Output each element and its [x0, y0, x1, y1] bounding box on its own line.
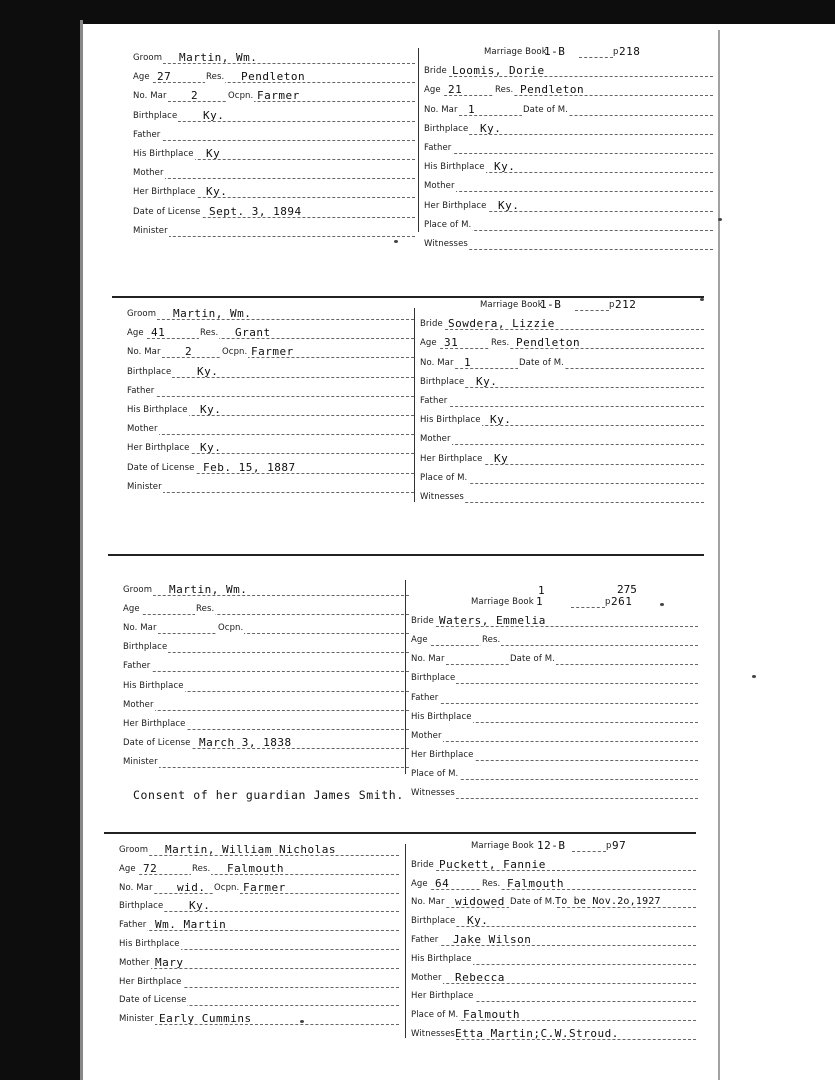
- groom-mother-row: [127, 421, 414, 437]
- field-value: Pendleton: [241, 70, 306, 84]
- field-label: Age: [411, 632, 429, 648]
- field-label: Her Birthplace: [411, 747, 475, 763]
- field-label: Groom: [123, 582, 153, 598]
- field-value: Ky.: [200, 403, 222, 416]
- bride-name-row: [420, 316, 704, 332]
- fill-line: [123, 595, 409, 596]
- field-value: Falmouth: [507, 876, 564, 890]
- field-label: Her Birthplace: [119, 974, 183, 990]
- page-number-alt: 275: [617, 583, 637, 596]
- groom-age-row: [123, 601, 409, 617]
- scan-speck: [700, 298, 704, 301]
- groom-birthplace-row: [123, 639, 409, 655]
- groom-minister-row: [133, 223, 415, 239]
- field-label: Place of M.: [420, 470, 468, 486]
- field-label: Minister: [119, 1011, 155, 1027]
- field-label: Age: [123, 601, 141, 617]
- fill-line: [133, 140, 415, 141]
- field-label: No. Mar: [133, 88, 168, 104]
- field-label: His Birthplace: [123, 678, 185, 694]
- field-value: 72: [143, 861, 158, 875]
- field-label: Mother: [123, 697, 155, 713]
- fill-line: [123, 633, 409, 634]
- field-value: Martin, William Nicholas: [165, 843, 336, 856]
- book-number: 12-B: [537, 839, 566, 852]
- fill-line: [411, 645, 698, 646]
- fill-line: [123, 767, 409, 768]
- field-label: Father: [119, 917, 147, 933]
- page-edge: [80, 20, 83, 1080]
- field-value: wid.: [177, 880, 206, 894]
- scan-border-top: [0, 0, 835, 24]
- groom-his-birthplace-row: [123, 678, 409, 694]
- card-divider: [414, 308, 415, 502]
- marriage-record-card: [104, 826, 696, 1066]
- field-label: Res.: [205, 69, 225, 85]
- groom-her-birthplace-row: [119, 974, 399, 990]
- field-label: Date of License: [133, 204, 201, 220]
- groom-mother-row: [119, 955, 399, 971]
- bride-her-birthplace-row: [411, 747, 698, 763]
- fill-line: [127, 492, 414, 493]
- field-label: Her Birthplace: [127, 440, 191, 456]
- groom-his-birthplace-row: [119, 936, 399, 952]
- field-label: Res.: [481, 632, 501, 648]
- bride-name-row: [411, 857, 696, 873]
- field-value: widowed: [455, 895, 505, 909]
- groom-father-row: [133, 127, 415, 143]
- bride-age-row: [411, 632, 698, 648]
- field-value: 21: [448, 83, 463, 97]
- groom-minister-row: [119, 1011, 399, 1027]
- marriage-book-row: [471, 583, 698, 610]
- fill-line: [411, 703, 698, 704]
- field-value: Falmouth: [227, 861, 284, 875]
- groom-his-birthplace-row: [133, 146, 415, 162]
- field-value: March 3, 1838: [199, 735, 292, 749]
- groom-her-birthplace-row: [127, 440, 414, 456]
- field-label: Ocpn.: [227, 88, 254, 104]
- field-label: Groom: [127, 306, 157, 322]
- field-label: Her Birthplace: [123, 716, 187, 732]
- field-value: Ky.: [197, 364, 219, 378]
- scan-speck: [718, 218, 722, 221]
- field-label: His Birthplace: [411, 709, 473, 725]
- bride-name-row: [424, 63, 713, 79]
- card-divider: [405, 844, 406, 1038]
- bride-birthplace-row: [420, 374, 704, 390]
- bride-place-of-m-row: [420, 470, 704, 486]
- field-label: p: [605, 597, 611, 607]
- groom-her-birthplace-row: [123, 716, 409, 732]
- book-number: 1-B: [544, 45, 566, 58]
- field-label: No. Mar: [127, 344, 162, 360]
- field-label: Bride: [411, 613, 435, 629]
- marriage-book-row: [484, 44, 713, 60]
- bride-father-row: [424, 140, 713, 156]
- field-value: Farmer: [243, 880, 286, 894]
- field-value: 27: [157, 70, 172, 84]
- field-value: Jake Wilson: [453, 933, 532, 946]
- page-number: 261: [611, 595, 633, 608]
- scan-speck: [300, 1020, 304, 1023]
- field-value: Loomis, Dorie: [452, 64, 545, 78]
- groom-his-birthplace-row: [127, 402, 414, 418]
- marriage-book-row: [480, 297, 704, 313]
- field-label: Place of M.: [424, 217, 472, 233]
- card-divider: [418, 48, 419, 232]
- bride-father-row: [420, 393, 704, 409]
- fill-line: [424, 191, 713, 192]
- field-label: Her Birthplace: [133, 184, 197, 200]
- card-top-rule: [104, 832, 696, 834]
- bride-age-row: [420, 335, 704, 351]
- fill-line: [127, 319, 414, 320]
- bride-no-mar-row: [411, 651, 698, 667]
- field-label: Date of M.: [522, 102, 569, 118]
- field-label: Age: [411, 876, 429, 892]
- field-value: Ky.: [480, 121, 502, 135]
- field-label: Marriage Book: [471, 597, 534, 607]
- scan-speck: [660, 603, 664, 606]
- field-label: Age: [119, 861, 137, 877]
- bride-no-mar-row: [411, 894, 696, 910]
- bride-his-birthplace-row: [411, 709, 698, 725]
- field-label: His Birthplace: [127, 402, 189, 418]
- field-label: Birthplace: [127, 364, 172, 380]
- field-label: Witnesses: [411, 1026, 456, 1042]
- field-label: Mother: [133, 165, 165, 181]
- groom-date-of-license-row: [123, 735, 409, 751]
- bride-place-of-m-row: [424, 217, 713, 233]
- groom-age-row: [119, 861, 399, 877]
- field-value: Ky.: [200, 441, 222, 455]
- field-label: Marriage Book: [471, 841, 534, 851]
- bride-birthplace-row: [424, 121, 713, 137]
- field-label: Witnesses: [420, 489, 465, 505]
- field-label: Her Birthplace: [420, 451, 484, 467]
- book-number: 1: [536, 595, 544, 608]
- bride-witnesses-row: [411, 785, 698, 801]
- field-value: Mary: [155, 955, 184, 969]
- field-label: Birthplace: [133, 108, 178, 124]
- field-label: Mother: [119, 955, 151, 971]
- marriage-record-card: [112, 292, 704, 532]
- field-label: Mother: [411, 728, 443, 744]
- field-label: Age: [424, 82, 442, 98]
- field-value: Martin, Wm.: [179, 51, 258, 64]
- fill-line: [133, 236, 415, 237]
- field-value: Ky.: [203, 108, 225, 122]
- field-label: Mother: [411, 970, 443, 986]
- field-label: Minister: [123, 754, 159, 770]
- field-label: Place of M.: [411, 1007, 459, 1023]
- bride-no-mar-row: [424, 102, 713, 118]
- groom-birthplace-row: [127, 364, 414, 380]
- bride-mother-row: [411, 970, 696, 986]
- field-label: Birthplace: [420, 374, 465, 390]
- field-label: Groom: [133, 50, 163, 66]
- fill-line: [575, 310, 609, 311]
- field-label: Marriage Book: [480, 300, 543, 310]
- groom-age-row: [133, 69, 415, 85]
- field-label: Bride: [420, 316, 444, 332]
- field-label: His Birthplace: [424, 159, 486, 175]
- groom-age-row: [127, 325, 414, 341]
- groom-birthplace-row: [119, 898, 399, 914]
- field-label: Father: [127, 383, 155, 399]
- field-label: His Birthplace: [411, 951, 473, 967]
- fill-line: [127, 434, 414, 435]
- bride-her-birthplace-row: [424, 198, 713, 214]
- card-edge-line: [718, 30, 720, 1080]
- field-label: Father: [411, 690, 439, 706]
- field-value: Wm. Martin: [155, 918, 227, 932]
- field-value: Ky: [206, 147, 221, 160]
- field-label: Birthplace: [411, 670, 456, 686]
- fill-line: [123, 671, 409, 672]
- fill-line: [123, 710, 409, 711]
- field-label: Date of License: [123, 735, 191, 751]
- bride-age-row: [411, 876, 696, 892]
- field-label: Bride: [411, 857, 435, 873]
- field-label: No. Mar: [123, 620, 158, 636]
- groom-father-row: [127, 383, 414, 399]
- bride-mother-row: [424, 178, 713, 194]
- field-label: No. Mar: [411, 894, 446, 910]
- field-value: Waters, Emmelia: [439, 614, 546, 628]
- groom-name-row: [119, 842, 399, 858]
- fill-line: [133, 63, 415, 64]
- bride-mother-row: [411, 728, 698, 744]
- card-top-rule: [108, 554, 704, 556]
- field-label: No. Mar: [411, 651, 446, 667]
- field-value: Ky.: [490, 413, 512, 427]
- scan-speck: [394, 240, 398, 243]
- field-value: 31: [444, 336, 459, 350]
- field-label: Birthplace: [424, 121, 469, 137]
- groom-no-mar-row: [119, 880, 399, 896]
- bride-mother-row: [420, 431, 704, 447]
- field-label: Groom: [119, 842, 149, 858]
- field-label: Minister: [127, 479, 163, 495]
- field-value: Sowdera, Lizzie: [448, 317, 555, 331]
- field-label: Mother: [127, 421, 159, 437]
- groom-mother-row: [133, 165, 415, 181]
- field-label: Res.: [494, 82, 514, 98]
- field-label: Ocpn.: [217, 620, 244, 636]
- field-label: Res.: [195, 601, 215, 617]
- field-label: Mother: [420, 431, 452, 447]
- field-label: Date of License: [127, 460, 195, 476]
- groom-no-mar-row: [133, 88, 415, 104]
- bride-witnesses-row: [424, 236, 713, 252]
- marriage-record-card: [108, 548, 704, 802]
- bride-place-of-m-row: [411, 766, 698, 782]
- fill-line: [411, 741, 698, 742]
- field-value: Farmer: [257, 89, 300, 103]
- field-label: Place of M.: [411, 766, 459, 782]
- field-label: Date of M.: [518, 355, 565, 371]
- field-label: His Birthplace: [133, 146, 195, 162]
- scan-speck: [752, 675, 756, 678]
- page-number: 218: [619, 45, 641, 58]
- field-label: Witnesses: [424, 236, 469, 252]
- groom-mother-row: [123, 697, 409, 713]
- field-label: Birthplace: [123, 639, 168, 655]
- book-number-alt: 1: [538, 584, 545, 597]
- field-label: Ocpn.: [221, 344, 248, 360]
- bride-his-birthplace-row: [411, 951, 696, 967]
- groom-name-row: [123, 582, 409, 598]
- field-label: p: [609, 300, 615, 310]
- field-value: Sept. 3, 1894: [209, 204, 302, 218]
- groom-no-mar-row: [123, 620, 409, 636]
- field-label: Father: [123, 658, 151, 674]
- fill-line: [572, 851, 606, 852]
- field-value: 1: [468, 102, 476, 116]
- field-label: Res.: [191, 861, 211, 877]
- field-value: Martin, Wm.: [169, 583, 248, 596]
- groom-date-of-license-row: [127, 460, 414, 476]
- field-value: Pendleton: [516, 336, 581, 350]
- field-label: Marriage Book: [484, 47, 547, 57]
- field-label: No. Mar: [424, 102, 459, 118]
- field-label: Age: [127, 325, 145, 341]
- fill-line: [579, 57, 613, 58]
- field-label: Res.: [481, 876, 501, 892]
- field-label: No. Mar: [119, 880, 154, 896]
- field-label: Res.: [490, 335, 510, 351]
- field-label: Age: [420, 335, 438, 351]
- field-label: Date of M.: [509, 651, 556, 667]
- field-value: 2: [185, 345, 193, 359]
- field-label: Mother: [424, 178, 456, 194]
- field-label: Father: [411, 932, 439, 948]
- field-label: Her Birthplace: [411, 988, 475, 1004]
- bride-father-row: [411, 690, 698, 706]
- field-value: Ky.: [498, 198, 520, 212]
- field-value: 2: [191, 89, 199, 103]
- bride-no-mar-row: [420, 355, 704, 371]
- bride-witnesses-row: [411, 1026, 696, 1042]
- fill-line: [411, 983, 696, 984]
- field-value: 64: [435, 876, 450, 890]
- field-label: Father: [133, 127, 161, 143]
- page-number: 97: [612, 839, 627, 852]
- field-label: Minister: [133, 223, 169, 239]
- scan-border-left: [0, 0, 80, 1080]
- bride-father-row: [411, 932, 696, 948]
- field-label: Witnesses: [411, 785, 456, 801]
- field-value: Ky.: [206, 185, 228, 199]
- bride-witnesses-row: [420, 489, 704, 505]
- bride-his-birthplace-row: [424, 159, 713, 175]
- fill-line: [424, 153, 713, 154]
- field-label: p: [613, 47, 619, 57]
- field-label: Age: [133, 69, 151, 85]
- field-value: Puckett, Fannie: [439, 857, 546, 871]
- field-value: 41: [151, 326, 166, 340]
- field-label: His Birthplace: [119, 936, 181, 952]
- groom-her-birthplace-row: [133, 184, 415, 200]
- marriage-record-card: [118, 44, 713, 284]
- field-value: Ky.: [467, 914, 489, 928]
- groom-minister-row: [123, 754, 409, 770]
- field-label: No. Mar: [420, 355, 455, 371]
- field-value: To be Nov.2o,1927: [555, 896, 661, 908]
- bride-birthplace-row: [411, 670, 698, 686]
- groom-date-of-license-row: [119, 992, 399, 1008]
- bride-age-row: [424, 82, 713, 98]
- groom-name-row: [133, 50, 415, 66]
- book-number: 1-B: [540, 298, 562, 311]
- field-label: Date of M.: [509, 894, 556, 910]
- groom-minister-row: [127, 479, 414, 495]
- fill-line: [123, 614, 409, 615]
- field-label: Father: [420, 393, 448, 409]
- field-label: Father: [424, 140, 452, 156]
- groom-father-row: [119, 917, 399, 933]
- field-value: 1: [464, 355, 472, 369]
- fill-line: [571, 607, 605, 608]
- bride-his-birthplace-row: [420, 412, 704, 428]
- record-note: Consent of her guardian James Smith.: [133, 788, 404, 802]
- field-label: p: [606, 841, 612, 851]
- field-value: Martin, Wm.: [173, 307, 252, 320]
- field-value: Ky.: [494, 160, 516, 174]
- field-value: Falmouth: [463, 1008, 520, 1022]
- field-value: Pendleton: [520, 83, 585, 97]
- field-label: Birthplace: [411, 913, 456, 929]
- field-value: Feb. 15, 1887: [203, 460, 296, 474]
- field-value: Rebecca: [455, 970, 505, 984]
- groom-name-row: [127, 306, 414, 322]
- field-value: Ky: [494, 451, 509, 465]
- groom-father-row: [123, 658, 409, 674]
- field-value: Etta Martin;C.W.Stroud.: [455, 1027, 619, 1040]
- fill-line: [420, 444, 704, 445]
- field-value: Grant: [235, 326, 271, 340]
- field-label: Birthplace: [119, 898, 164, 914]
- field-value: Ky.: [189, 899, 211, 913]
- field-label: Date of License: [119, 992, 187, 1008]
- field-value: Early Cummins: [159, 1012, 252, 1026]
- field-value: Farmer: [251, 345, 294, 359]
- bride-place-of-m-row: [411, 1007, 696, 1023]
- bride-her-birthplace-row: [420, 451, 704, 467]
- groom-no-mar-row: [127, 344, 414, 360]
- bride-her-birthplace-row: [411, 988, 696, 1004]
- field-label: Bride: [424, 63, 448, 79]
- field-label: Res.: [199, 325, 219, 341]
- fill-line: [127, 396, 414, 397]
- field-label: Her Birthplace: [424, 198, 488, 214]
- field-label: Ocpn.: [213, 880, 240, 896]
- fill-line: [420, 406, 704, 407]
- bride-name-row: [411, 613, 698, 629]
- page-number: 212: [615, 298, 637, 311]
- fill-line: [133, 178, 415, 179]
- bride-birthplace-row: [411, 913, 696, 929]
- marriage-book-row: [471, 838, 696, 854]
- field-value: Ky.: [476, 374, 498, 388]
- groom-birthplace-row: [133, 108, 415, 124]
- field-label: His Birthplace: [420, 412, 482, 428]
- groom-date-of-license-row: [133, 204, 415, 220]
